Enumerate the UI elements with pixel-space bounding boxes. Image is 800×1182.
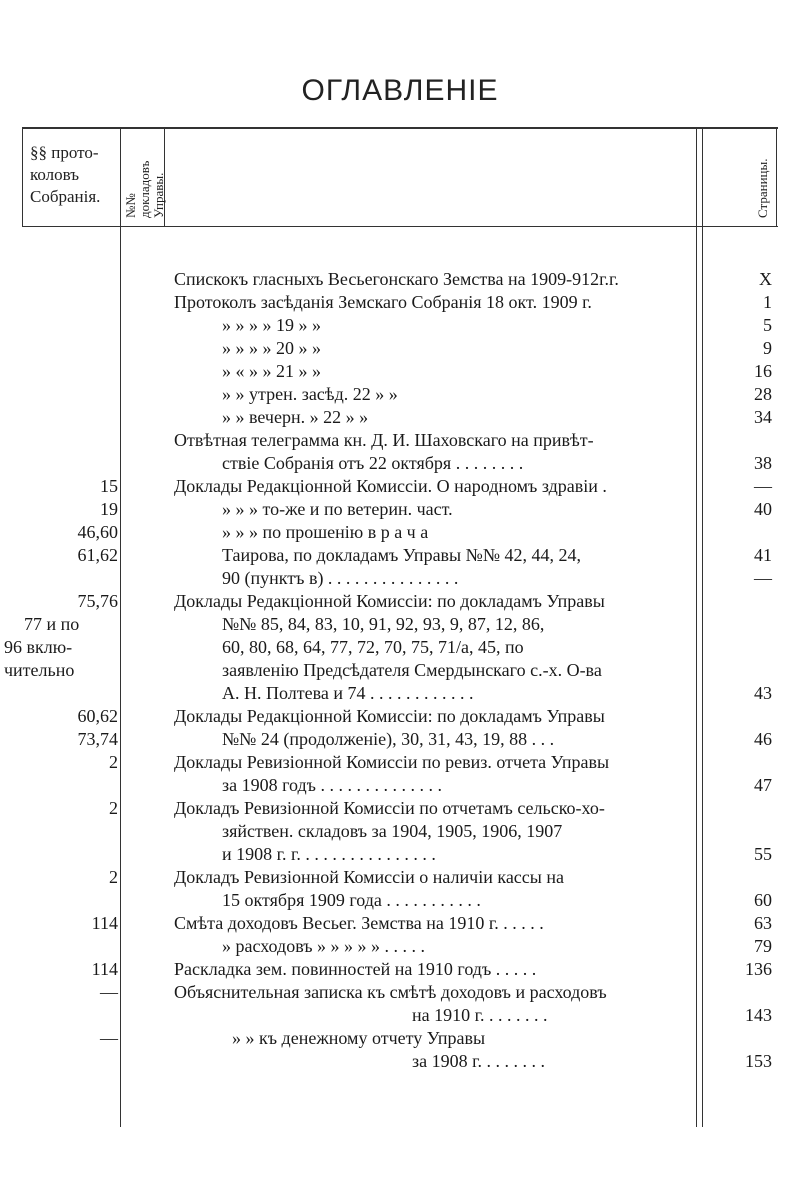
entry-text: » расходовъ » » » » » . . . . .	[222, 936, 426, 956]
page-number: 136	[745, 959, 772, 979]
entry-text: 90 (пунктъ в) . . . . . . . . . . . . . . .	[222, 568, 459, 588]
entry-text: Доклады Ревизіонной Комиссіи по ревиз. отчета Управы	[174, 752, 610, 772]
left-edge-rule	[22, 127, 23, 227]
protocol-ref: 19	[100, 499, 118, 519]
table-row	[0, 751, 800, 774]
table-row	[0, 1050, 800, 1073]
entry-text: » » утрен. засѣд. 22 » »	[222, 384, 398, 404]
table-row	[0, 337, 800, 360]
entry-text: » » къ денежному отчету Управы	[232, 1028, 486, 1048]
entry-text: Протоколъ засѣданія Земскаго Собранія 18 окт. 1909 г.	[174, 292, 592, 312]
entry-text: Раскладка зем. повинностей на 1910 годъ . . . . .	[174, 959, 537, 979]
entry-text: №№ 85, 84, 83, 10, 91, 92, 93, 9, 87, 12, 86,	[222, 614, 545, 634]
entry-text: » » » по прошенію в р а ч а	[222, 522, 429, 542]
header-col3: Страницы.	[755, 158, 770, 218]
entry-text: 15 октября 1909 года . . . . . . . . . . .	[222, 890, 481, 910]
protocol-ref: 2	[109, 867, 118, 887]
table-row	[0, 659, 800, 682]
protocol-ref: 15	[100, 476, 118, 496]
page-number: —	[754, 568, 772, 588]
entry-text: Доклады Редакціонной Комиссіи: по докладамъ Управы	[174, 591, 605, 611]
entry-text: Спискокъ гласныхъ Весьегонскаго Земства на 1909-912г.г.	[174, 269, 619, 289]
table-row	[0, 820, 800, 843]
table-row	[0, 636, 800, 659]
entry-text: » » вечерн. » 22 » »	[222, 407, 369, 427]
protocol-ref: 2	[109, 798, 118, 818]
entry-text: Доклады Редакціонной Комиссіи: по докладамъ Управы	[174, 706, 605, 726]
entry-text: и 1908 г. г. . . . . . . . . . . . . . . .	[222, 844, 436, 864]
table-row	[0, 590, 800, 613]
table-row	[0, 360, 800, 383]
entry-text: Доклады Редакціонной Комиссіи. О народномъ здравіи .	[174, 476, 607, 496]
table-row	[0, 1027, 800, 1050]
entry-text: Докладъ Ревизіонной Комиссіи по отчетамъ сельско-хо-	[174, 798, 605, 818]
table-row	[0, 774, 800, 797]
protocol-ref: 46,60	[77, 522, 118, 542]
table-row	[0, 1004, 800, 1027]
page-number: 34	[754, 407, 772, 427]
header-bottom-rule	[22, 226, 778, 227]
table-row	[0, 981, 800, 1004]
protocol-ref: 61,62	[77, 545, 118, 565]
page-number: 38	[754, 453, 772, 473]
table-row	[0, 268, 800, 291]
page-number: 143	[745, 1005, 772, 1025]
table-row	[0, 452, 800, 475]
table-row	[0, 314, 800, 337]
top-rule	[22, 127, 778, 129]
protocol-ref: 114	[91, 959, 118, 979]
table-row	[0, 521, 800, 544]
page-number: —	[754, 476, 772, 496]
table-row	[0, 429, 800, 452]
entry-text: на 1910 г. . . . . . . .	[412, 1005, 548, 1025]
protocol-ref: —	[100, 1028, 118, 1048]
table-row	[0, 889, 800, 912]
page-number: 41	[754, 545, 772, 565]
entry-text: Смѣта доходовъ Весьег. Земства на 1910 г. . . . . .	[174, 913, 544, 933]
right-edge-rule	[776, 127, 777, 227]
protocol-ref: —	[100, 982, 118, 1002]
entry-text: » » » » 19 » »	[222, 315, 321, 335]
protocol-ref: 73,74	[77, 729, 118, 749]
page-number: 79	[754, 936, 772, 956]
page-number: 5	[763, 315, 772, 335]
protocol-ref: 96 вклю-	[4, 637, 73, 657]
protocol-ref: 114	[91, 913, 118, 933]
table-row	[0, 406, 800, 429]
table-row	[0, 958, 800, 981]
contents-table	[0, 268, 800, 1073]
page-number: 28	[754, 384, 772, 404]
table-row	[0, 843, 800, 866]
entry-text: ствіе Собранія отъ 22 октября . . . . . . . .	[222, 453, 524, 473]
page-number: 153	[745, 1051, 772, 1071]
header-col2: №№ докладовъ Управы.	[123, 160, 166, 218]
entry-text: Отвѣтная телеграмма кн. Д. И. Шаховскаго на привѣт-	[174, 430, 594, 450]
table-row	[0, 866, 800, 889]
table-row	[0, 475, 800, 498]
page-number: 55	[754, 844, 772, 864]
page-number: 47	[754, 775, 772, 795]
protocol-ref: 2	[109, 752, 118, 772]
table-row	[0, 682, 800, 705]
page-number: 46	[754, 729, 772, 749]
entry-text: за 1908 годъ . . . . . . . . . . . . . .	[222, 775, 442, 795]
page-number: 43	[754, 683, 772, 703]
entry-text: Объяснительная записка къ смѣтѣ доходовъ и расходовъ	[174, 982, 607, 1002]
table-row	[0, 935, 800, 958]
entry-text: №№ 24 (продолженіе), 30, 31, 43, 19, 88 . . .	[222, 729, 555, 749]
entry-text: » « » » 21 » »	[222, 361, 321, 381]
protocol-ref: 77 и по	[24, 614, 80, 634]
table-row	[0, 567, 800, 590]
table-row	[0, 291, 800, 314]
table-row	[0, 728, 800, 751]
entry-text: за 1908 г. . . . . . . .	[412, 1051, 545, 1071]
protocol-ref: 60,62	[77, 706, 118, 726]
page-number: 63	[754, 913, 772, 933]
protocol-ref: чительно	[4, 660, 75, 680]
table-row	[0, 383, 800, 406]
entry-text: заявленію Предсѣдателя Смердынскаго с.-х. О-ва	[222, 660, 602, 680]
page-title: ОГЛАВЛЕНІЕ	[301, 74, 499, 107]
entry-text: зяйствен. складовъ за 1904, 1905, 1906, 1907	[222, 821, 563, 841]
entry-text: А. Н. Полтева и 74 . . . . . . . . . . . .	[222, 683, 474, 703]
page-number: 40	[754, 499, 772, 519]
page-number: 60	[754, 890, 772, 910]
entry-text: » » » » 20 » »	[222, 338, 321, 358]
table-row	[0, 705, 800, 728]
page-number: 9	[763, 338, 772, 358]
entry-text: Таирова, по докладамъ Управы №№ 42, 44, 24,	[222, 545, 581, 565]
table-row	[0, 613, 800, 636]
table-row	[0, 797, 800, 820]
header-col1: §§ прото- коловъ Собранія.	[30, 143, 101, 206]
entry-text: » » » то-же и по ветерин. част.	[222, 499, 453, 519]
entry-text: Докладъ Ревизіонной Комиссіи о наличіи кассы на	[174, 867, 565, 887]
table-row	[0, 498, 800, 521]
table-row	[0, 912, 800, 935]
page-number: 1	[763, 292, 772, 312]
entry-text: 60, 80, 68, 64, 77, 72, 70, 75, 71/а, 45, по	[222, 637, 524, 657]
page-number: 16	[754, 361, 772, 381]
table-row	[0, 544, 800, 567]
page-number: X	[759, 269, 772, 289]
protocol-ref: 75,76	[77, 591, 118, 611]
